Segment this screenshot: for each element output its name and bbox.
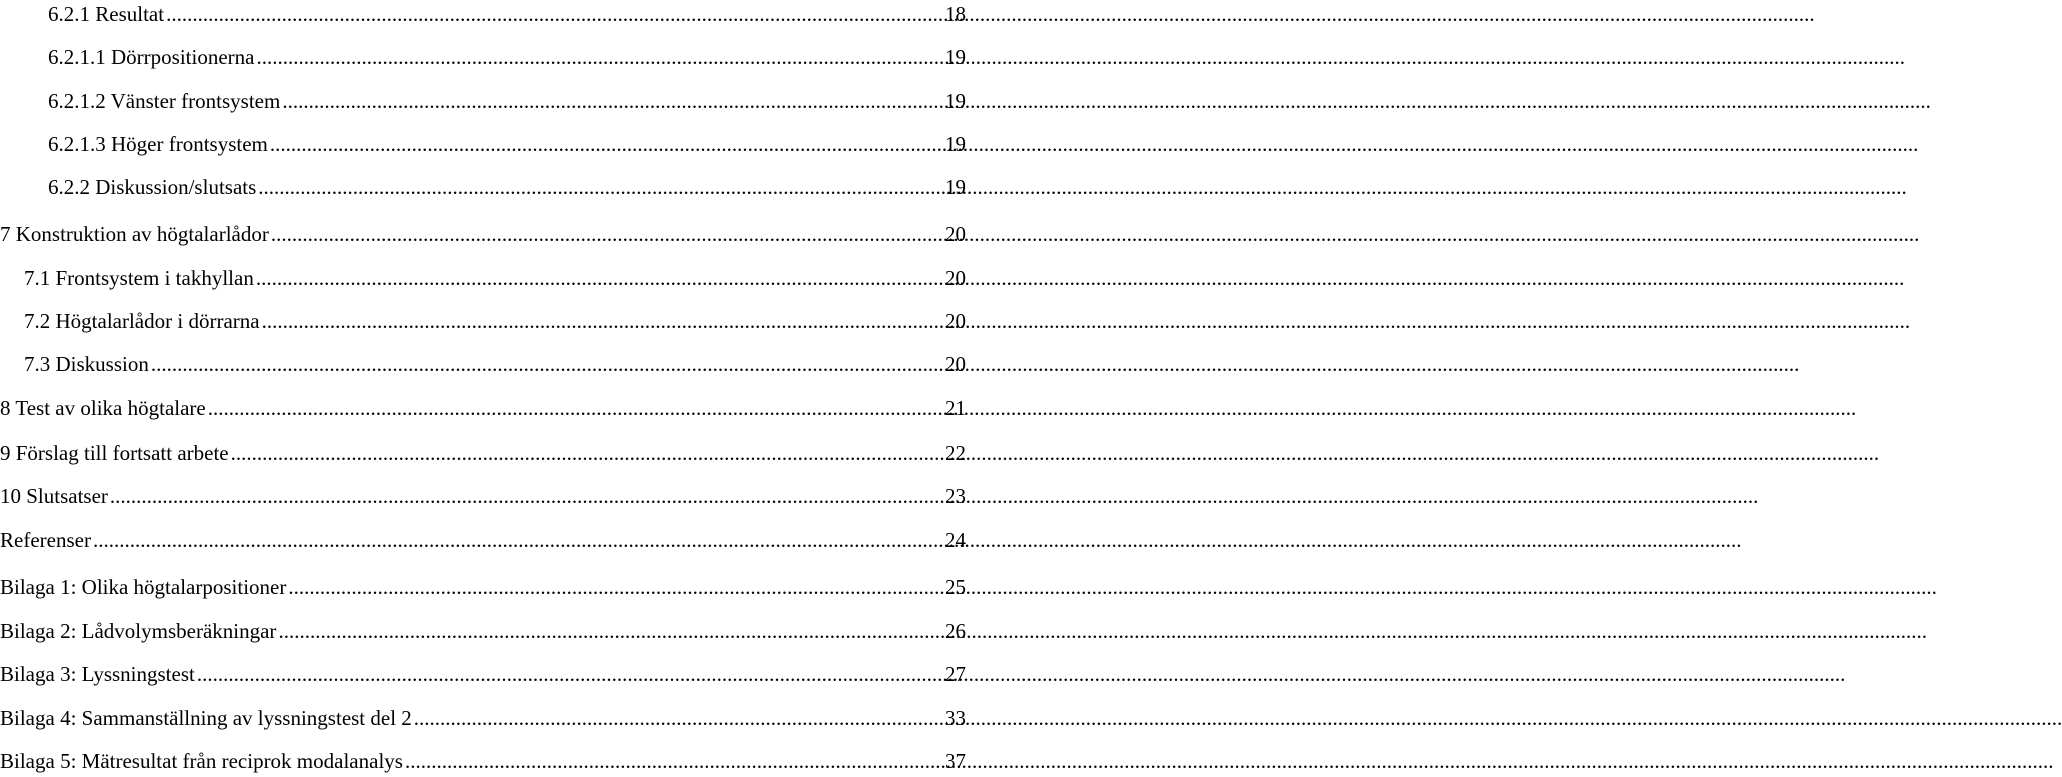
toc-entry[interactable] xyxy=(24,306,966,336)
toc-entry[interactable] xyxy=(48,129,966,159)
toc-entry-page: 19 xyxy=(945,89,966,113)
toc-entry-page: 33 xyxy=(945,706,966,730)
toc-entry-page: 19 xyxy=(945,45,966,69)
toc-entry-title: 10 Slutsatser xyxy=(0,484,108,508)
toc-entry[interactable] xyxy=(0,219,966,249)
toc-entry-title: Bilaga 2: Lådvolymsberäkningar xyxy=(0,619,277,643)
toc-leader-dots xyxy=(151,349,943,379)
toc-leader-dots xyxy=(256,263,943,293)
toc-entry[interactable] xyxy=(48,0,966,29)
toc-entry[interactable] xyxy=(24,349,966,379)
toc-entry[interactable] xyxy=(24,263,966,293)
toc-entry-page: 20 xyxy=(945,266,966,290)
toc-entry[interactable] xyxy=(48,172,966,202)
toc-entry-title: 6.2.1.2 Vänster frontsystem xyxy=(48,89,281,113)
toc-entry-title: 9 Förslag till fortsatt arbete xyxy=(0,441,229,465)
toc-leader-dots xyxy=(278,616,943,646)
toc-entry-page: 24 xyxy=(945,528,966,552)
toc-leader-dots xyxy=(256,42,943,72)
toc-leader-dots xyxy=(405,746,943,776)
toc-entry[interactable] xyxy=(0,393,966,423)
toc-leader-dots xyxy=(208,393,943,423)
toc-entry-title: 6.2.1.3 Höger frontsystem xyxy=(48,132,268,156)
toc-entry[interactable] xyxy=(48,86,966,116)
toc-entry[interactable] xyxy=(0,438,966,468)
toc-entry-page: 21 xyxy=(945,396,966,420)
toc-entry[interactable] xyxy=(0,659,966,689)
toc-entry-page: 20 xyxy=(945,222,966,246)
toc-entry-title: 6.2.2 Diskussion/slutsats xyxy=(48,175,257,199)
toc-leader-dots xyxy=(288,572,943,602)
toc-leader-dots xyxy=(110,481,943,511)
toc-entry-page: 20 xyxy=(945,309,966,333)
toc-entry-page: 27 xyxy=(945,662,966,686)
toc-entry-page: 25 xyxy=(945,575,966,599)
toc-entry-title: 6.2.1.1 Dörrpositionerna xyxy=(48,45,255,69)
toc-leader-dots xyxy=(282,86,943,116)
toc-entry[interactable] xyxy=(0,616,966,646)
toc-entry[interactable] xyxy=(0,481,966,511)
toc-entry-title: 7.3 Diskussion xyxy=(24,352,149,376)
toc-entry-title: 7.1 Frontsystem i takhyllan xyxy=(24,266,254,290)
toc-entry-page: 19 xyxy=(945,175,966,199)
toc-leader-dots xyxy=(271,219,943,249)
toc-entry-title: 7.2 Högtalarlådor i dörrarna xyxy=(24,309,260,333)
toc-leader-dots xyxy=(270,129,943,159)
toc-entry-title: 6.2.1 Resultat xyxy=(48,2,165,26)
toc-leader-dots xyxy=(262,306,943,336)
toc-entry-page: 26 xyxy=(945,619,966,643)
toc-entry-page: 22 xyxy=(945,441,966,465)
toc-entry-page: 37 xyxy=(945,749,966,773)
toc-entry[interactable] xyxy=(48,42,966,72)
toc-entry[interactable] xyxy=(0,746,966,776)
toc-leader-dots xyxy=(258,172,943,202)
toc-entry-title: 8 Test av olika högtalare xyxy=(0,396,206,420)
toc-entry[interactable] xyxy=(0,572,966,602)
toc-leader-dots xyxy=(166,0,943,29)
toc-leader-dots xyxy=(93,525,943,555)
toc-entry-title: Bilaga 4: Sammanställning av lyssningstest del 2 xyxy=(0,706,412,730)
toc-entry-title: 7 Konstruktion av högtalarlådor xyxy=(0,222,269,246)
toc-leader-dots xyxy=(231,438,943,468)
toc-entry-page: 23 xyxy=(945,484,966,508)
toc-entry[interactable] xyxy=(0,703,966,733)
toc-entry-title: Referenser xyxy=(0,528,91,552)
toc-entry[interactable] xyxy=(0,525,966,555)
toc-entry-title: Bilaga 1: Olika högtalarpositioner xyxy=(0,575,287,599)
toc-entry-page: 19 xyxy=(945,132,966,156)
toc-entry-title: Bilaga 3: Lyssningstest xyxy=(0,662,195,686)
toc-leader-dots xyxy=(197,659,943,689)
toc-leader-dots xyxy=(414,703,943,733)
toc-entry-title: Bilaga 5: Mätresultat från reciprok modalanalys xyxy=(0,749,403,773)
toc-entry-page: 20 xyxy=(945,352,966,376)
toc-entry-page: 18 xyxy=(945,2,966,26)
